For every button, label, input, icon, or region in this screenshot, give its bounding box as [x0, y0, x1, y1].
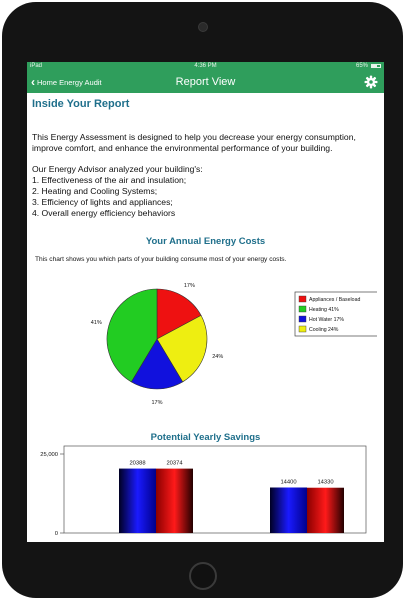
legend-swatch	[299, 296, 306, 302]
intro-line: This Energy Assessment is designed to help you decrease your energy consumption,	[32, 132, 356, 142]
clock: 4:36 PM	[194, 63, 217, 69]
analysis-item: 4. Overall energy efficiency behaviors	[32, 208, 176, 218]
y-tick-label: 25,000	[40, 452, 58, 458]
legend-entry: Hot Water 17%	[309, 317, 344, 323]
bar	[270, 487, 307, 533]
analyzed-intro: Our Energy Advisor analyzed your building's:	[32, 164, 203, 174]
analysis-item: 1. Effectiveness of the air and insulation;	[32, 175, 187, 185]
battery-icon	[371, 64, 381, 68]
costs-description: This chart shows you which parts of your building consume most of your energy costs.	[35, 256, 287, 263]
costs-heading: Your Annual Energy Costs	[145, 236, 266, 247]
battery-percent: 65%	[355, 63, 368, 69]
bar	[307, 488, 344, 533]
bar-value-label: 20388	[129, 460, 146, 467]
nav-bar	[27, 71, 384, 93]
legend-entry: Heating 41%	[309, 307, 339, 313]
home-button[interactable]	[189, 562, 217, 590]
inside-report-heading: Inside Your Report	[32, 98, 130, 110]
energy-cost-pie-chart	[87, 266, 377, 414]
app-screen	[27, 62, 384, 542]
savings-bar-chart	[27, 445, 384, 542]
analysis-item: 2. Heating and Cooling Systems;	[32, 186, 158, 196]
status-bar	[27, 62, 384, 71]
bar	[119, 469, 156, 533]
pie-slice-label: 17%	[151, 400, 163, 406]
intro-line: improve comfort, and enhance the environmental performance of your building.	[32, 143, 333, 153]
back-button-label: Home Energy Audit	[37, 78, 102, 87]
front-camera	[198, 22, 208, 32]
pie-slice-label: 17%	[183, 282, 195, 289]
pie-slice-label: 24%	[212, 353, 224, 360]
tablet-frame	[2, 2, 403, 598]
page-title: Report View	[175, 76, 236, 88]
gear-icon[interactable]	[364, 75, 378, 89]
legend-entry: Cooling 24%	[309, 327, 339, 333]
analysis-item: 3. Efficiency of lights and appliances;	[32, 197, 173, 207]
bar-value-label: 20374	[166, 460, 183, 467]
chevron-left-icon: ‹	[31, 75, 35, 89]
legend-swatch	[299, 306, 306, 312]
y-tick-label: 0	[54, 531, 58, 537]
legend-swatch	[299, 316, 306, 322]
bar-value-label: 14400	[280, 479, 297, 486]
carrier-label: iPad	[30, 63, 43, 69]
pie-slice-label: 41%	[90, 320, 102, 327]
savings-heading: Potential Yearly Savings	[150, 432, 261, 443]
legend-entry: Appliances / Baseload	[309, 297, 361, 303]
bar-value-label: 14330	[317, 479, 334, 486]
bar	[156, 469, 193, 533]
legend-swatch	[299, 326, 306, 332]
